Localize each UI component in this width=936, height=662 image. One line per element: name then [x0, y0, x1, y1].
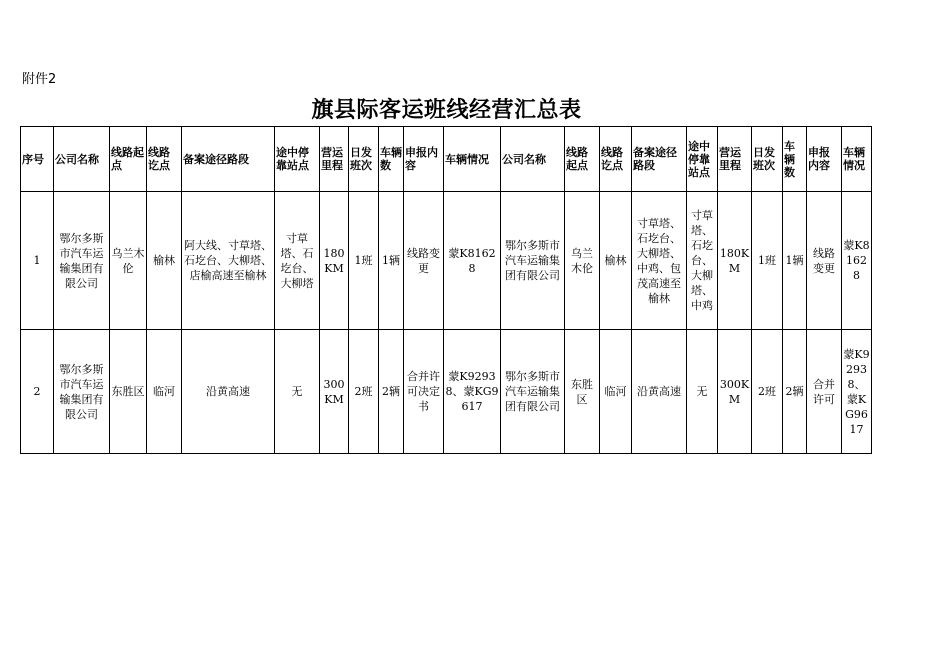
cell-stops: 寸草塔、石圪台、大柳塔 — [275, 192, 320, 330]
cell-mileage: 300KM — [320, 330, 349, 454]
header-row — [21, 127, 872, 192]
cell-vehicles: 2辆 — [379, 330, 404, 454]
cell-mileage: 180KM — [320, 192, 349, 330]
cell-end-new: 临河 — [600, 330, 632, 454]
cell-mileage-new: 300KM — [718, 330, 752, 454]
header-apply-new: 申报内容 — [807, 127, 842, 192]
header-route-new: 备案途径路段 — [632, 127, 687, 192]
header-route: 备案途径路段 — [182, 127, 275, 192]
cell-daily-new: 2班 — [752, 330, 783, 454]
cell-apply: 线路变更 — [404, 192, 444, 330]
cell-route: 阿大线、寸草塔、石圪台、大柳塔、店榆高速至榆林 — [182, 192, 275, 330]
attachment-label: 附件2 — [22, 72, 57, 87]
cell-apply-new: 线路变更 — [807, 192, 842, 330]
header-end-new: 线路讫点 — [600, 127, 632, 192]
cell-route-new: 寸草塔、石圪台、大柳塔、中鸡、包茂高速至榆林 — [632, 192, 687, 330]
cell-start-new: 东胜区 — [565, 330, 600, 454]
header-stops-new: 途中停靠站点 — [687, 127, 718, 192]
header-apply: 申报内容 — [404, 127, 444, 192]
cell-stops: 无 — [275, 330, 320, 454]
cell-vehicles-new: 2辆 — [783, 330, 807, 454]
header-company: 公司名称 — [54, 127, 110, 192]
cell-vehicle-info: 蒙K81628 — [444, 192, 501, 330]
cell-seq: 2 — [21, 330, 54, 454]
cell-company: 鄂尔多斯市汽车运输集团有限公司 — [54, 192, 110, 330]
cell-stops-new: 寸草塔、石圪台、大柳塔、中鸡 — [687, 192, 718, 330]
table-row — [21, 330, 872, 454]
header-start: 线路起点 — [110, 127, 147, 192]
cell-vehicles: 1辆 — [379, 192, 404, 330]
header-seq: 序号 — [21, 127, 54, 192]
header-daily: 日发班次 — [349, 127, 379, 192]
header-vehicles: 车辆数 — [379, 127, 404, 192]
cell-daily: 2班 — [349, 330, 379, 454]
cell-vehicle-info-new: 蒙K81628 — [842, 192, 872, 330]
cell-company-new: 鄂尔多斯市汽车运输集团有限公司 — [501, 330, 565, 454]
cell-start: 东胜区 — [110, 330, 147, 454]
cell-seq: 1 — [21, 192, 54, 330]
table-row — [21, 192, 872, 330]
cell-vehicle-info: 蒙K92938、蒙KG9617 — [444, 330, 501, 454]
header-mileage-new: 营运里程 — [718, 127, 752, 192]
cell-vehicle-info-new: 蒙K92938、蒙KG9617 — [842, 330, 872, 454]
header-company-new: 公司名称 — [501, 127, 565, 192]
page-title: 旗县际客运班线经营汇总表 — [311, 97, 582, 123]
cell-apply-new: 合并许可 — [807, 330, 842, 454]
cell-start: 乌兰木伦 — [110, 192, 147, 330]
summary-table — [20, 126, 872, 454]
cell-company: 鄂尔多斯市汽车运输集团有限公司 — [54, 330, 110, 454]
cell-start-new: 乌兰木伦 — [565, 192, 600, 330]
cell-daily-new: 1班 — [752, 192, 783, 330]
cell-company-new: 鄂尔多斯市汽车运输集团有限公司 — [501, 192, 565, 330]
header-start-new: 线路起点 — [565, 127, 600, 192]
cell-route: 沿黄高速 — [182, 330, 275, 454]
header-stops: 途中停靠站点 — [275, 127, 320, 192]
header-end: 线路讫点 — [147, 127, 182, 192]
cell-mileage-new: 180KM — [718, 192, 752, 330]
cell-vehicles-new: 1辆 — [783, 192, 807, 330]
header-vehicle-info: 车辆情况 — [444, 127, 501, 192]
header-mileage: 营运里程 — [320, 127, 349, 192]
cell-apply: 合并许可决定书 — [404, 330, 444, 454]
cell-route-new: 沿黄高速 — [632, 330, 687, 454]
header-daily-new: 日发班次 — [752, 127, 783, 192]
cell-stops-new: 无 — [687, 330, 718, 454]
header-vehicle-info-new: 车辆情况 — [842, 127, 872, 192]
cell-end: 榆林 — [147, 192, 182, 330]
header-vehicles-new: 车辆数 — [783, 127, 807, 192]
cell-daily: 1班 — [349, 192, 379, 330]
cell-end: 临河 — [147, 330, 182, 454]
cell-end-new: 榆林 — [600, 192, 632, 330]
